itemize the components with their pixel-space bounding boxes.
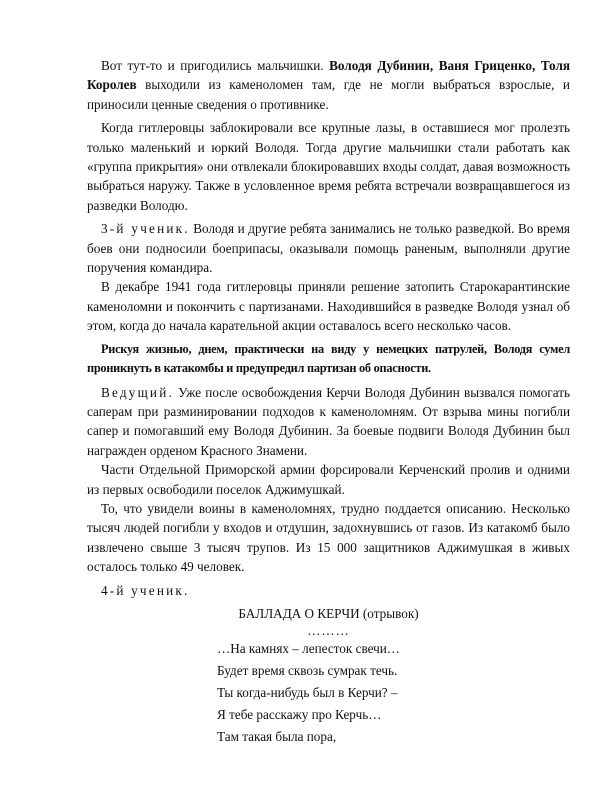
verse-line: …На камнях – лепесток свечи… <box>217 641 400 657</box>
ballad-title: БАЛЛАДА О КЕРЧИ (отрывок) <box>238 605 419 621</box>
speaker-label: Ведущий. <box>101 384 174 400</box>
paragraph-warning-bold: Рискуя жизнью, днем, практически на виду у немецких патрулей, Володя сумел проникнуть в катакомбы и предупредил партизан об опасности. <box>87 341 570 376</box>
verse-line: Я тебе расскажу про Керчь… <box>217 707 382 723</box>
paragraph-text: Вот тут-то и пригодились мальчишки. <box>101 58 330 73</box>
paragraph-student-3 <box>87 219 570 277</box>
paragraph-host <box>87 383 570 461</box>
verse-line: Будет время сквозь сумрак течь. <box>217 663 398 679</box>
paragraph-text: выходили из каменоломен там, где не могли выбраться взрослые, и приносили ценные сведения о противнике. <box>87 77 570 112</box>
paragraph-december-1941: В декабре 1941 года гитлеровцы приняли решение затопить Старокарантинские каменоломни и покончить с партизанами. Находившийся в разведке Володя узнал об этом, когда до начала карательной акции оставалось всего несколько часов. <box>87 279 570 334</box>
paragraph-blockade: Когда гитлеровцы заблокировали все крупные лазы, в оставшиеся мог пролезть только маленький и юркий Володя. Тогда другие мальчишки стали работать как «группа прикрытия» они отвлекали блокировавших входы солдат, давая возможность выбраться наружу. Также в условленное время ребята встречали возвращавшегося из разведки Володю. <box>87 120 570 213</box>
ballad-verse <box>87 638 570 748</box>
paragraph-boys <box>87 56 570 114</box>
speaker-label: 3-й ученик. <box>101 221 190 237</box>
document-page <box>87 56 570 748</box>
paragraph-text: Володя и другие ребята занимались не только разведкой. Во время боев они подносили боеприпасы, оказывали помощь раненым, выполняли другие поручения командира. <box>87 221 570 276</box>
ballad-ellipsis: ……… <box>307 623 350 639</box>
paragraph-catacombs: То, что увидели воины в каменоломнях, трудно поддается описанию. Несколько тысяч людей погибли у входов и отдушин, задохнувшись от газов. Из катакомб было извлечено свыше 3 тысяч трупов. Из 15 000 защитников Аджимушкая в живых осталось только 49 человек. <box>87 500 570 575</box>
paragraph-army: Части Отдельной Приморской армии форсировали Керченский пролив и одними из первых освободили поселок Аджимушкай. <box>87 462 570 497</box>
paragraph-text: Уже после освобождения Керчи Володя Дубинин вызвался помогать саперам при разминировании подходов к каменоломням. От взрыва мины погибли сапер и помогавший ему Володя Дубинин. За боевые подвиги Володя Дубинин был награжден орденом Красного Знамени. <box>87 384 570 458</box>
verse-line: Там такая была пора, <box>217 729 337 745</box>
paragraph-student-4 <box>87 581 570 600</box>
bold-names: Володя Дубинин, Ваня Гриценко, Толя Королев <box>87 58 570 93</box>
speaker-label: 4-й ученик. <box>101 582 190 598</box>
verse-line: Ты когда-нибудь был в Керчи? – <box>217 685 398 701</box>
